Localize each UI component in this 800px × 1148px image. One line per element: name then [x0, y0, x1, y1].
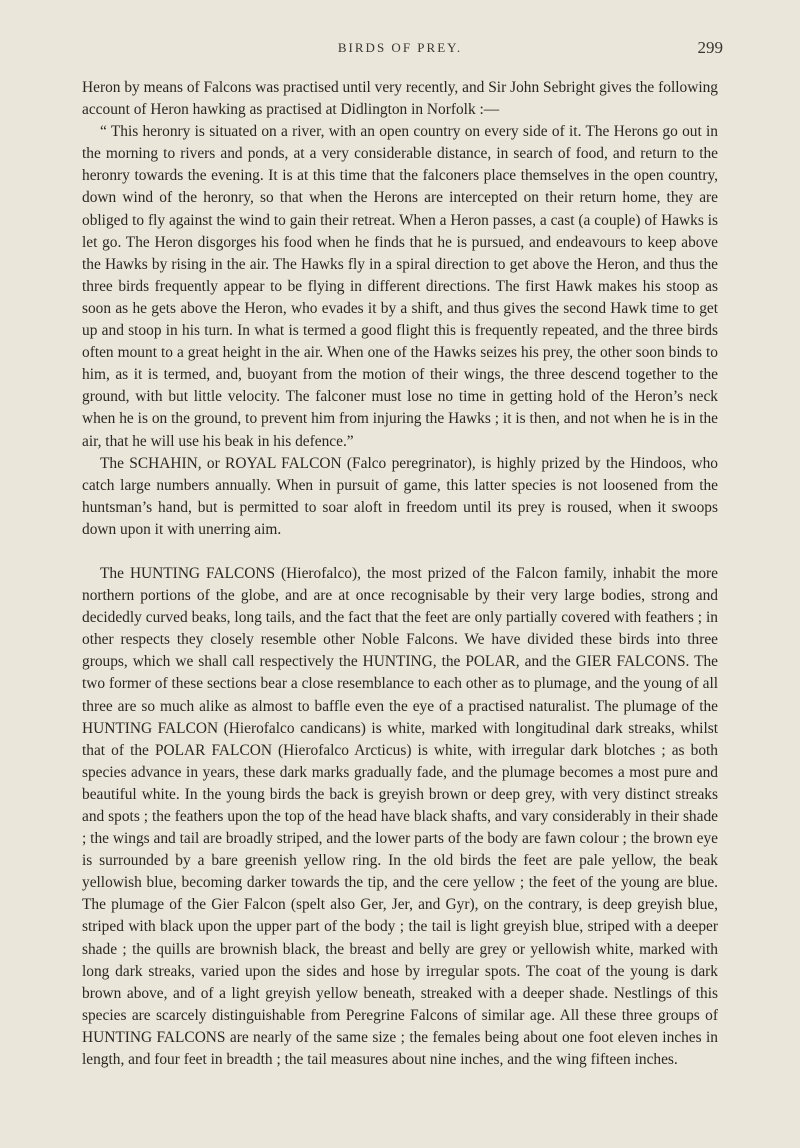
- paragraph-heron-hawking-intro: Heron by means of Falcons was practised until very recently, and Sir John Sebright gives the following account of Heron hawking as practised at Didlington in Norfolk :—: [82, 79, 718, 119]
- page-number: 299: [697, 38, 723, 57]
- paragraph-sebright-quotation: “ This heronry is situated on a river, with an open country on every side of it. The Herons go out in the morning to rivers and ponds, at a very considerable distance, in search of food, and return to the heronry towards the evening. It is at this time that the falconers place themselves in the open country, down wind of the heronry, so that when the Herons are intercepted on their return home, they are obliged to fly against the wind to gain their retreat. When a Heron passes, a cast (a couple) of Hawks is let go. The Heron disgorges his food when he finds that he is pursued, and endeavours to keep above the Hawks by rising in the air. The Hawks fly in a spiral direction to get above the Heron, and thus the three birds frequently appear to be flying in different directions. The first Hawk makes his stoop as soon as he gets above the Heron, who evades it by a shift, and thus gives the second Hawk time to get up and stoop in his turn. In what is termed a good flight this is frequently repeated, and the three birds often mount to a great height in the air. When one of the Hawks seizes his prey, the other soon binds to him, as it is termed, and, buoyant from the motion of their wings, the three descend together to the ground, with but little velocity. The falconer must lose no time in getting hold of the Heron’s neck when he is on the ground, to prevent him from injuring the Hawks ; it is then, and not when he is in the air, that he will use his beak in his defence.”: [82, 123, 718, 450]
- running-head: BIRDS OF PREY.: [337, 40, 463, 55]
- paragraph-hunting-falcons: The HUNTING FALCONS (Hierofalco), the most prized of the Falcon family, inhabit the more northern portions of the globe, and are at once recognisable by their very large bodies, strong and decidedly curved beaks, long tails, and the fact that the feet are only partially covered with feathers ; in other respects they closely resemble other Noble Falcons. We have divided these birds into three groups, which we shall call respectively the HUNTING, the POLAR, and the GIER FALCONS. The two former of these sections bear a close resemblance to each other as to plumage, and the young of all three are so much alike as almost to baffle even the eye of a practised naturalist. The plumage of the HUNTING FALCON (Hierofalco candicans) is white, marked with longitudinal dark streaks, whilst that of the POLAR FALCON (Hierofalco Arcticus) is white, with irregular dark blotches ; as both species advance in years, these dark marks gradually fade, and the plumage becomes a most pure and beautiful white. In the young birds the back is greyish brown or deep grey, with very distinct streaks and spots ; the feathers upon the top of the head have black shafts, and vary considerably in their shade ; the wings and tail are broadly striped, and the lower parts of the body are fawn colour ; the brown eye is surrounded by a bare greenish yellow ring. In the old birds the feet are pale yellow, the beak yellowish blue, becoming darker towards the tip, and the cere yellow ; the feet of the young are blue. The plumage of the Gier Falcon (spelt also Ger, Jer, and Gyr), on the contrary, is deep greyish blue, striped with black upon the upper part of the body ; the tail is light greyish blue, striped with a deeper shade ; the quills are brownish black, the breast and belly are grey or yellowish white, marked with long dark streaks, varied upon the sides and hose by irregular spots. The coat of the young is dark brown above, and of a light greyish yellow beneath, streaked with a deeper shade. Nestlings of this species are scarcely distinguishable from Peregrine Falcons of similar age. All these three groups of HUNTING FALCONS are nearly of the same size ; the females being about one foot eleven inches in length, and four feet in breadth ; the tail measures about nine inches, and the wing fifteen inches.: [82, 564, 718, 1069]
- paragraph-schahin-royal-falcon: The SCHAHIN, or ROYAL FALCON (Falco peregrinator), is highly prized by the Hindoos, who catch large numbers annually. When in pursuit of game, this latter species is not loosened from the huntsman’s hand, but is permitted to soar aloft in freedom until its prey is roused, when it swoops down upon it with unerring aim.: [82, 454, 718, 538]
- body-text: [82, 77, 718, 1071]
